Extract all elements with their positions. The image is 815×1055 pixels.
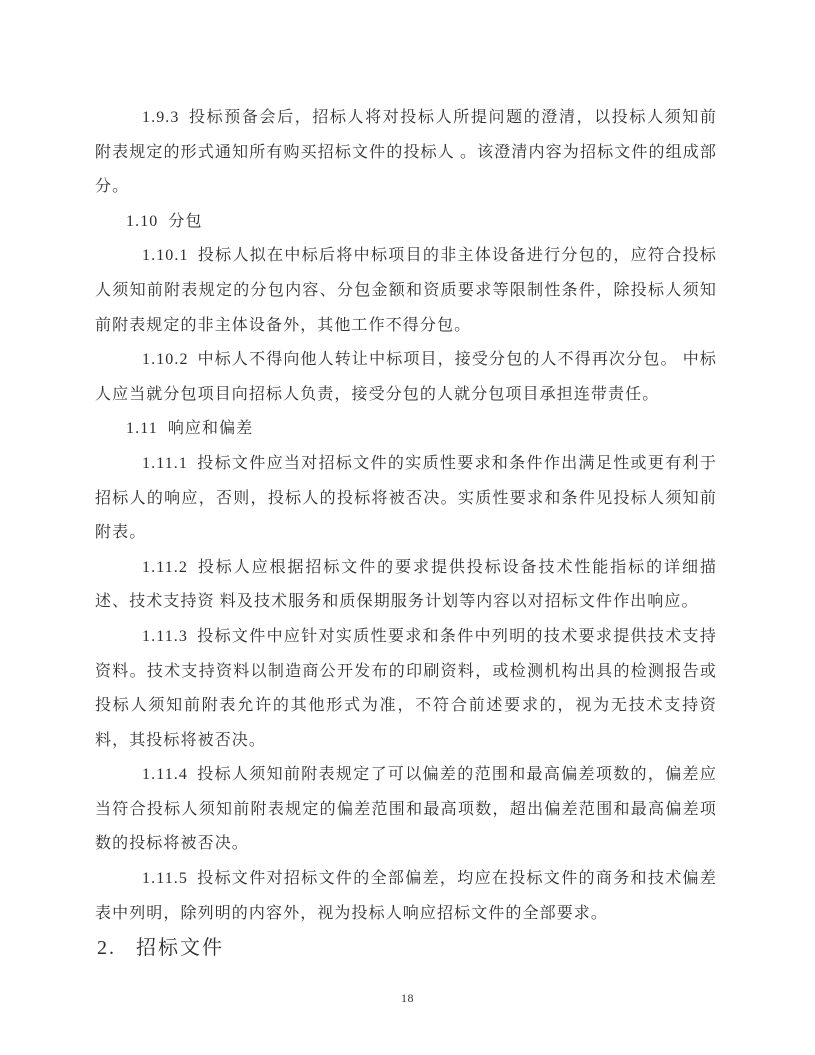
clause-1-9-3 [95,101,717,205]
clause-1-11-5 [95,862,717,931]
page-footer [0,991,815,1006]
subheading-1-11 [95,412,717,447]
chapter-number: 2. [97,937,116,960]
subheading-text: 分包 [168,212,203,230]
clause-1-11-2 [95,551,717,620]
clause-1-10-1 [95,239,717,343]
clause-1-11-4 [95,758,717,862]
clause-number: 1.10.2 [142,351,189,369]
chapter-heading-2 [95,931,717,966]
clause-1-11-1 [95,447,717,551]
clause-text: 投标文件应当对招标文件的实质性要求和条件作出满足性或更有利于招标人的响应，否则，投标人的投标将被否决。实质性要求和条件见投标人须知前附表。 [95,454,717,542]
clause-number: 1.11.1 [142,454,189,472]
clause-text: 投标文件对招标文件的全部偏差，均应在投标文件的商务和技术偏差表中列明，除列明的内容外，视为投标人响应招标文件的全部要求。 [95,870,717,922]
subheading-1-10 [95,205,717,240]
clause-text: 投标人拟在中标后将中标项目的非主体设备进行分包的，应符合投标人须知前附表规定的分包内容、分包金额和资质要求等限制性条件，除投标人须知前附表规定的非主体设备外，其他工作不得分包。 [95,247,717,334]
subheading-text: 响应和偏差 [167,420,254,438]
clause-text: 投标人应根据招标文件的要求提供投标设备技术性能指标的详细描述、技术支持资 料及技术服务和质保期服务计划等内容以对招标文件作出响应。 [95,558,717,611]
clause-text: 投标人须知前附表规定了可以偏差的范围和最高偏差项数的，偏差应当符合投标人须知前附表规定的偏差范围和最高项数，超出偏差范围和最高偏差项数的投标将被否决。 [95,766,717,853]
clause-text: 投标文件中应针对实质性要求和条件中列明的技术要求提供技术支持资料。技术支持资料以制造商公开发布的印刷资料，或检测机构出具的检测报告或投标人须知前附表允许的其他形式为准，不符合前述要求的，视为无技术支持资料，其投标将被否决。 [95,627,717,749]
clause-number: 1.10.1 [142,247,189,265]
clause-number: 1.11.2 [142,558,189,576]
clause-number: 1.9.3 [142,109,180,126]
clause-number: 1.11.4 [142,766,189,784]
subheading-number: 1.10 [126,212,159,230]
page-body [95,101,717,966]
subheading-number: 1.11 [126,420,158,438]
clause-1-11-3 [95,620,717,758]
clause-number: 1.11.3 [142,627,189,645]
clause-1-10-2 [95,343,717,412]
clause-text: 中标人不得向他人转让中标项目，接受分包的人不得再次分包。 中标人应当就分包项目向招标人负责，接受分包的人就分包项目承担连带责任。 [95,351,717,403]
chapter-title: 招标文件 [136,937,224,960]
page-number: 18 [401,991,414,1005]
clause-text: 投标预备会后，招标人将对投标人所提问题的澄清，以投标人须知前附表规定的形式通知所有购买招标文件的投标人 。该澄清内容为招标文件的组成部分。 [95,109,717,196]
clause-number: 1.11.5 [142,870,189,888]
